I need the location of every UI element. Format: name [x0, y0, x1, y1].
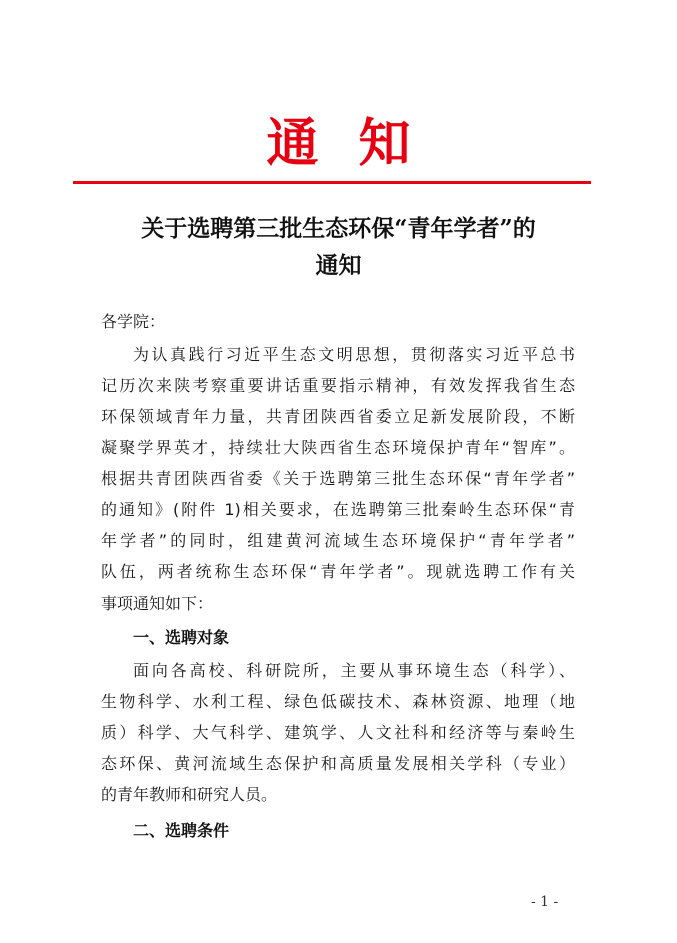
section1-line: 面向各高校、科研院所，主要从事环境生态（科学）、: [133, 661, 575, 680]
intro-line: 为认真践行习近平生态文明思想，贯彻落实习近平总书: [133, 345, 575, 364]
intro-line: 的通知》(附件 1)相关要求，在选聘第三批秦岭生态环保“青: [101, 500, 575, 519]
document-title-line-2: 通知: [315, 252, 362, 279]
intro-line: 根据共青团陕西省委《关于选聘第三批生态环保“青年学者”: [101, 469, 575, 488]
section1-line: 态环保、黄河流域生态保护和高质量发展相关学科（专业）: [101, 754, 575, 773]
intro-line: 队伍，两者统称生态环保“青年学者”。现就选聘工作有关: [101, 562, 575, 581]
intro-line: 事项通知如下：: [101, 594, 214, 613]
section1-line: 的青年教师和研究人员。: [101, 785, 278, 804]
intro-line: 记历次来陕考察重要讲话重要指示精神，有效发挥我省生态: [101, 376, 575, 395]
section-heading-selection-targets: 一、选聘对象: [133, 628, 230, 647]
document-title-line-1: 关于选聘第三批生态环保“青年学者”的: [141, 215, 536, 242]
section1-line: 质）科学、大气科学、建筑学、人文社科和经济等与秦岭生: [101, 723, 575, 742]
salutation: 各学院：: [101, 312, 166, 331]
section1-line: 生物科学、水利工程、绿色低碳技术、森林资源、地理（地: [101, 692, 575, 711]
section-heading-selection-conditions: 二、选聘条件: [133, 821, 230, 840]
intro-line: 年学者”的同时，组建黄河流域生态环境保护“青年学者”: [101, 531, 575, 550]
page-number: - 1 -: [531, 894, 559, 910]
intro-line: 环保领域青年力量，共青团陕西省委立足新发展阶段，不断: [101, 407, 575, 426]
intro-line: 凝聚学界英才，持续壮大陕西省生态环境保护青年“智库”。: [101, 438, 575, 457]
masthead-title: 通知: [266, 114, 451, 174]
red-divider: [73, 181, 591, 184]
